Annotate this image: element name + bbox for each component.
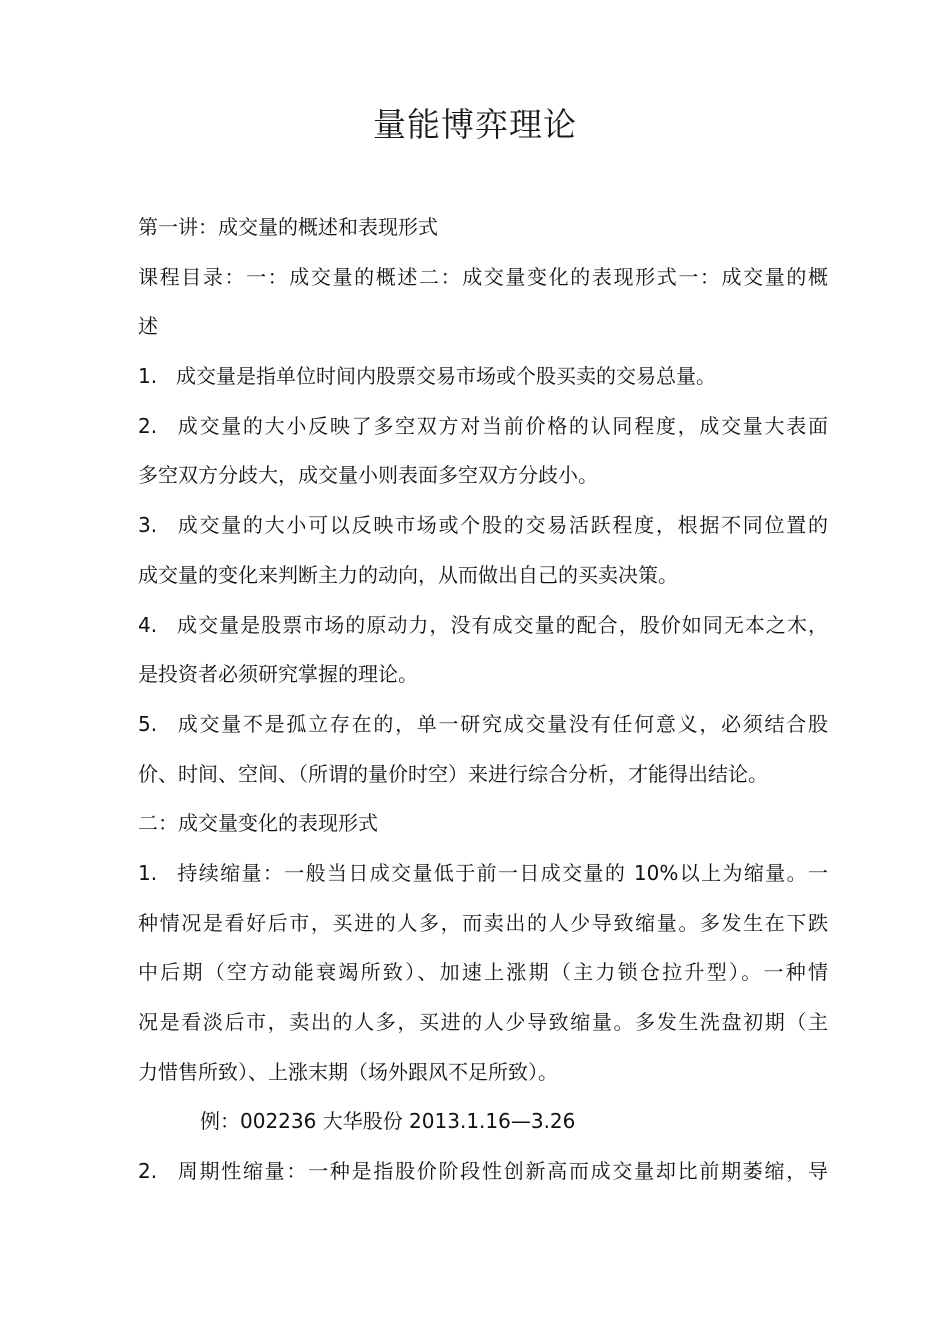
list-continuation: 是投资者必须研究掌握的理论。 — [138, 662, 418, 687]
list-item — [138, 1147, 828, 1197]
list-text: 成交量是股票市场的原动力，没有成交量的配合，股价如同无本之木， — [176, 612, 828, 637]
list-item — [138, 352, 828, 402]
list-continuation: 况是看淡后市，卖出的人多，买进的人少导致缩量。多发生洗盘初期（主 — [138, 1010, 828, 1034]
list-number: 3. — [138, 513, 158, 538]
list-text: 成交量不是孤立存在的，单一研究成交量没有任何意义，必须结合股 — [176, 711, 828, 736]
list-continuation: 价、时间、空间、（所谓的量价时空）来进行综合分析，才能得出结论。 — [138, 761, 768, 786]
list-item — [138, 849, 828, 899]
list-item — [138, 601, 828, 651]
list-number: 1. — [138, 364, 158, 389]
list-text: 成交量是指单位时间内股票交易市场或个股买卖的交易总量。 — [176, 364, 716, 389]
list-continuation: 种情况是看好后市，买进的人多，而卖出的人少导致缩量。多发生在下跌 — [138, 910, 828, 935]
list-text: 成交量的大小反映了多空双方对当前价格的认同程度，成交量大表面 — [176, 413, 828, 438]
list-item — [138, 402, 828, 452]
list-continuation: 力惜售所致）、上涨末期（场外跟风不足所致）。 — [138, 1059, 558, 1084]
list-continuation: 多空双方分歧大，成交量小则表面多空双方分歧小。 — [138, 463, 598, 488]
list-text: 周期性缩量：一种是指股价阶段性创新高而成交量却比前期萎缩，导 — [176, 1159, 828, 1184]
document-body — [138, 203, 828, 1197]
list-item — [138, 501, 828, 551]
list-item — [138, 700, 828, 750]
section-heading: 二：成交量变化的表现形式 — [138, 811, 378, 836]
list-number: 5. — [138, 711, 158, 736]
lecture-heading: 第一讲：成交量的概述和表现形式 — [138, 215, 438, 239]
list-text: 成交量的大小可以反映市场或个股的交易活跃程度，根据不同位置的 — [176, 513, 828, 538]
list-continuation: 中后期（空方动能衰竭所致）、加速上涨期（主力锁仓拉升型）。一种情 — [138, 960, 828, 985]
list-number: 1. — [138, 860, 158, 885]
list-text: 持续缩量：一般当日成交量低于前一日成交量的 10%以上为缩量。一 — [176, 860, 828, 885]
document-title: 量能博弈理论 — [373, 105, 577, 144]
example-line: 例：002236 大华股份 2013.1.16—3.26 — [200, 1109, 576, 1134]
toc-line-1: 课程目录：一：成交量的概述二：成交量变化的表现形式一：成交量的概 — [138, 264, 828, 289]
list-number: 2. — [138, 1159, 158, 1184]
list-number: 4. — [138, 612, 158, 637]
toc-line-2: 述 — [138, 314, 158, 339]
list-number: 2. — [138, 413, 158, 438]
list-continuation: 成交量的变化来判断主力的动向，从而做出自己的买卖决策。 — [138, 562, 678, 587]
